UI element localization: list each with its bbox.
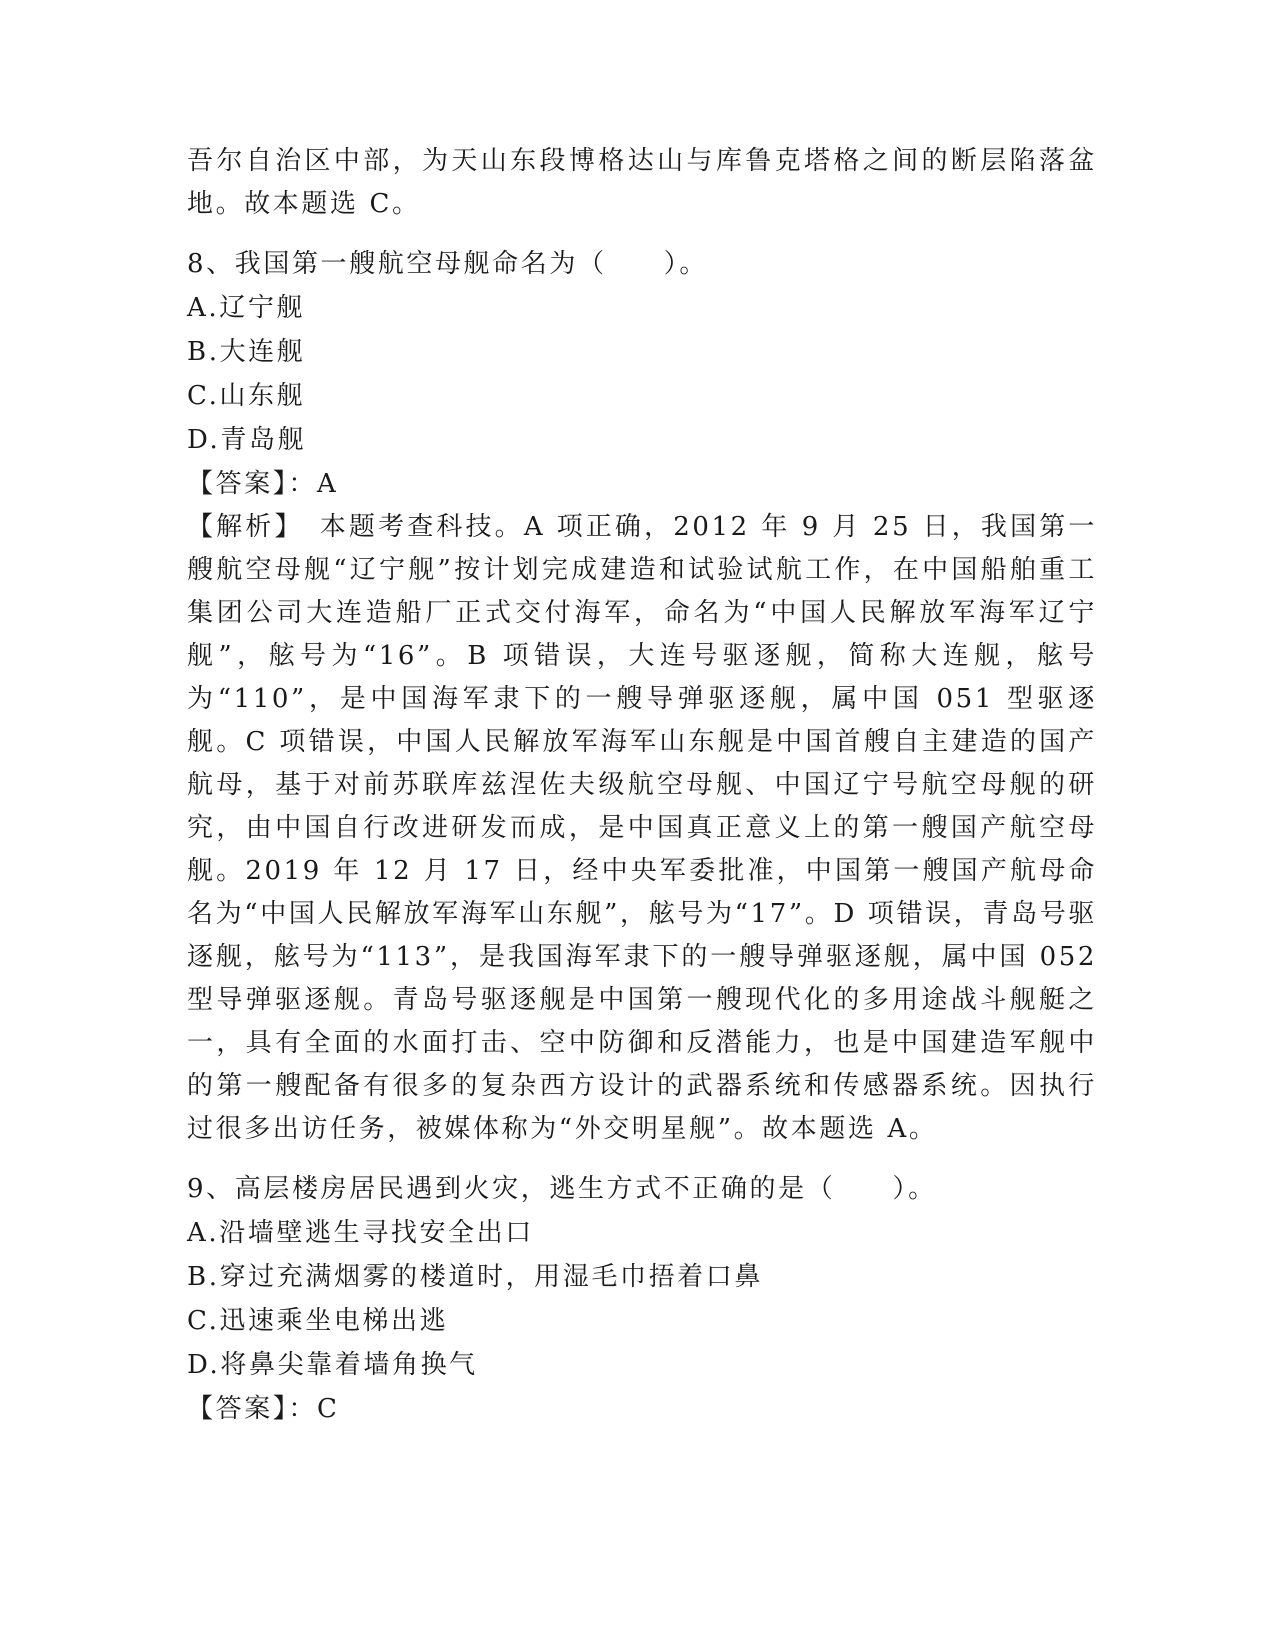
answer-line: 【答案】：C [187,1394,340,1424]
question-stem: 8、我国第一艘航空母舰命名为（ ）。 [187,249,708,279]
option-b: B.大连舰 [187,337,306,367]
question-8 [187,242,1097,1151]
spacer [187,1151,1097,1167]
previous-explanation-tail: 吾尔自治区中部，为天山东段博格达山与库鲁克塔格之间的断层陷落盆地。故本题选 C。 [187,146,1097,219]
option-b: B.穿过充满烟雾的楼道时，用湿毛巾捂着口鼻 [187,1262,763,1292]
option-d: D.将鼻尖靠着墙角换气 [187,1350,478,1380]
question-stem: 9、高层楼房居民遇到火灾，逃生方式不正确的是（ ）。 [187,1174,937,1204]
question-9 [187,1167,1097,1431]
option-c: C.迅速乘坐电梯出逃 [187,1306,449,1336]
analysis-paragraph: 【解析】 本题考查科技。A 项正确，2012 年 9 月 25 日，我国第一艘航空母舰“辽宁舰”按计划完成建造和试验试航工作，在中国船舶重工集团公司大连造船厂正式交付海军，命名为“中国人民解放军海军辽宁舰”，舷号为“16”。B 项错误，大连号驱逐舰，简称大连舰，舷号为“110”，是中国海军隶下的一艘导弹驱逐舰，属中国 051 型驱逐舰。C 项错误，中国人民解放军海军山东舰是中国首艘自主建造的国产航母，基于对前苏联库兹涅佐夫级航空母舰、中国辽宁号航空母舰的研究，由中国自行改进研发而成，是中国真正意义上的第一艘国产航空母舰。2019 年 12 月 17 日，经中央军委批准，中国第一艘国产航母命名为“中国人民解放军海军山东舰”，舷号为“17”。D 项错误，青岛号驱逐舰，舷号为“113”，是我国海军隶下的一艘导弹驱逐舰，属中国 052 型导弹驱逐舰。青岛号驱逐舰是中国第一艘现代化的多用途战斗舰艇之一，具有全面的水面打击、空中防御和反潜能力，也是中国建造军舰中的第一艘配备有很多的复杂西方设计的武器系统和传感器系统。因执行过很多出访任务，被媒体称为“外交明星舰”。故本题选 A。 [187,512,1097,1144]
answer-line: 【答案】：A [187,469,339,499]
option-a: A.辽宁舰 [187,293,306,323]
option-d: D.青岛舰 [187,425,307,455]
option-a: A.沿墙壁逃生寻找安全出口 [187,1218,534,1248]
document-page [187,140,1097,1431]
spacer [187,226,1097,242]
option-c: C.山东舰 [187,381,306,411]
